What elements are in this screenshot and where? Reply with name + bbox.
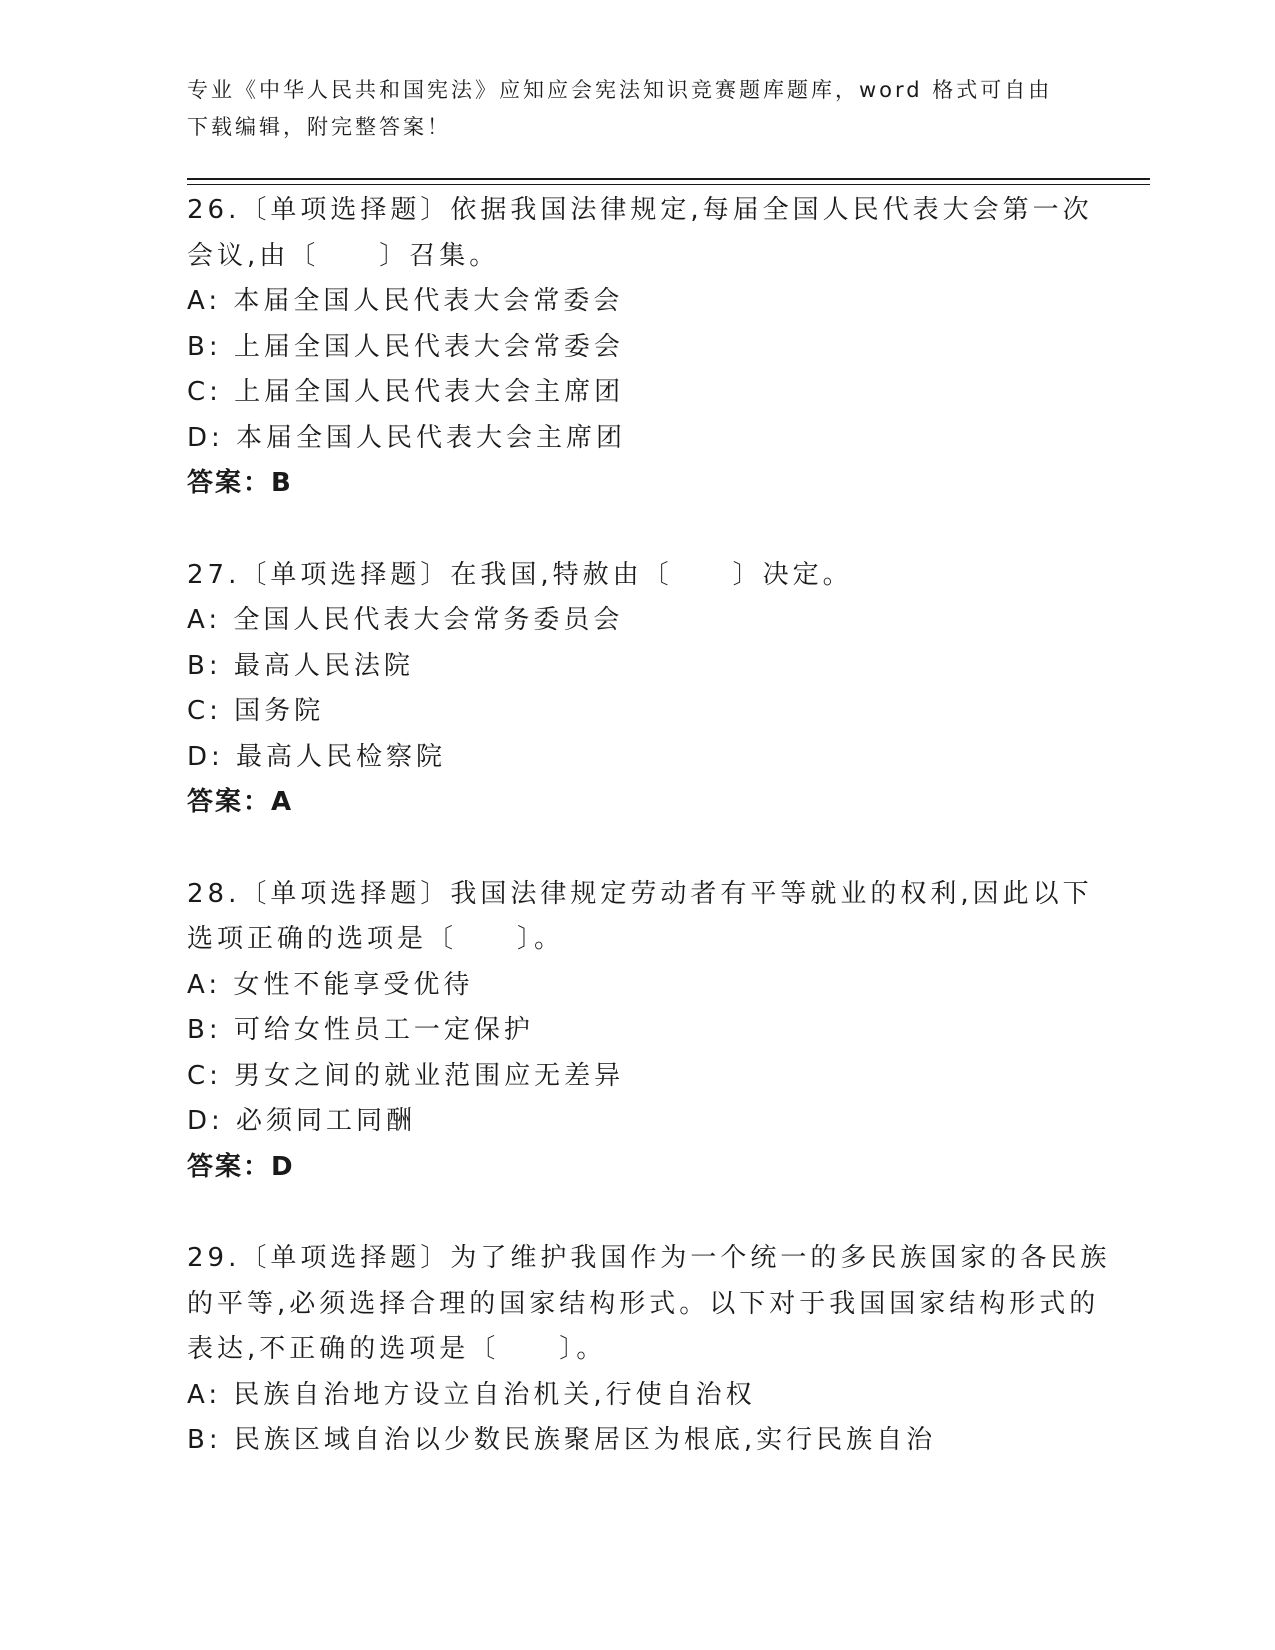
question-stem-line: 表达,不正确的选项是〔 〕。	[187, 1334, 607, 1364]
header-line-2: 下载编辑，附完整答案！	[187, 115, 451, 139]
header-divider-thin	[187, 184, 1150, 185]
document-header	[187, 72, 1067, 146]
question-stem-line: 27.〔单项选择题〕在我国,特赦由〔 〕决定。	[187, 559, 853, 590]
option-d: D: 必须同工同酬	[187, 1106, 417, 1136]
option-a: A: 民族自治地方设立自治机关,行使自治权	[187, 1379, 756, 1410]
question-stem-line: 28.〔单项选择题〕我国法律规定劳动者有平等就业的权利,因此以下	[187, 878, 1093, 909]
answer-label: 答案：D	[187, 1151, 295, 1182]
option-b: B: 民族区域自治以少数民族聚居区为根底,实行民族自治	[187, 1425, 937, 1455]
question-stem-line: 29.〔单项选择题〕为了维护我国作为一个统一的多民族国家的各民族	[187, 1243, 1111, 1273]
option-a: A: 本届全国人民代表大会常委会	[187, 286, 624, 316]
question-26	[187, 188, 1093, 507]
answer-label: 答案：B	[187, 468, 293, 498]
option-b: B: 最高人民法院	[187, 650, 414, 681]
question-list	[187, 188, 1111, 1510]
question-stem-line: 26.〔单项选择题〕依据我国法律规定,每届全国人民代表大会第一次	[187, 195, 1093, 225]
answer-label: 答案：A	[187, 787, 294, 817]
question-28	[187, 872, 1093, 1191]
question-29	[187, 1236, 1111, 1464]
question-stem-line: 选项正确的选项是〔 〕。	[187, 924, 565, 954]
option-b: B: 可给女性员工一定保护	[187, 1015, 534, 1045]
question-stem-line: 的平等,必须选择合理的国家结构形式。以下对于我国国家结构形式的	[187, 1288, 1100, 1319]
header-divider-thick	[187, 178, 1150, 180]
header-line-1: 专业《中华人民共和国宪法》应知应会宪法知识竞赛题库题库，word 格式可自由	[187, 78, 1053, 102]
option-b: B: 上届全国人民代表大会常委会	[187, 331, 624, 362]
option-a: A: 全国人民代表大会常务委员会	[187, 605, 624, 635]
option-d: D: 最高人民检察院	[187, 741, 447, 772]
option-c: C: 上届全国人民代表大会主席团	[187, 377, 625, 407]
option-c: C: 男女之间的就业范围应无差异	[187, 1060, 625, 1091]
option-a: A: 女性不能享受优待	[187, 969, 474, 1000]
option-d: D: 本届全国人民代表大会主席团	[187, 422, 627, 453]
question-stem-line: 会议,由〔 〕召集。	[187, 240, 500, 271]
question-27	[187, 553, 1087, 826]
option-c: C: 国务院	[187, 696, 325, 726]
